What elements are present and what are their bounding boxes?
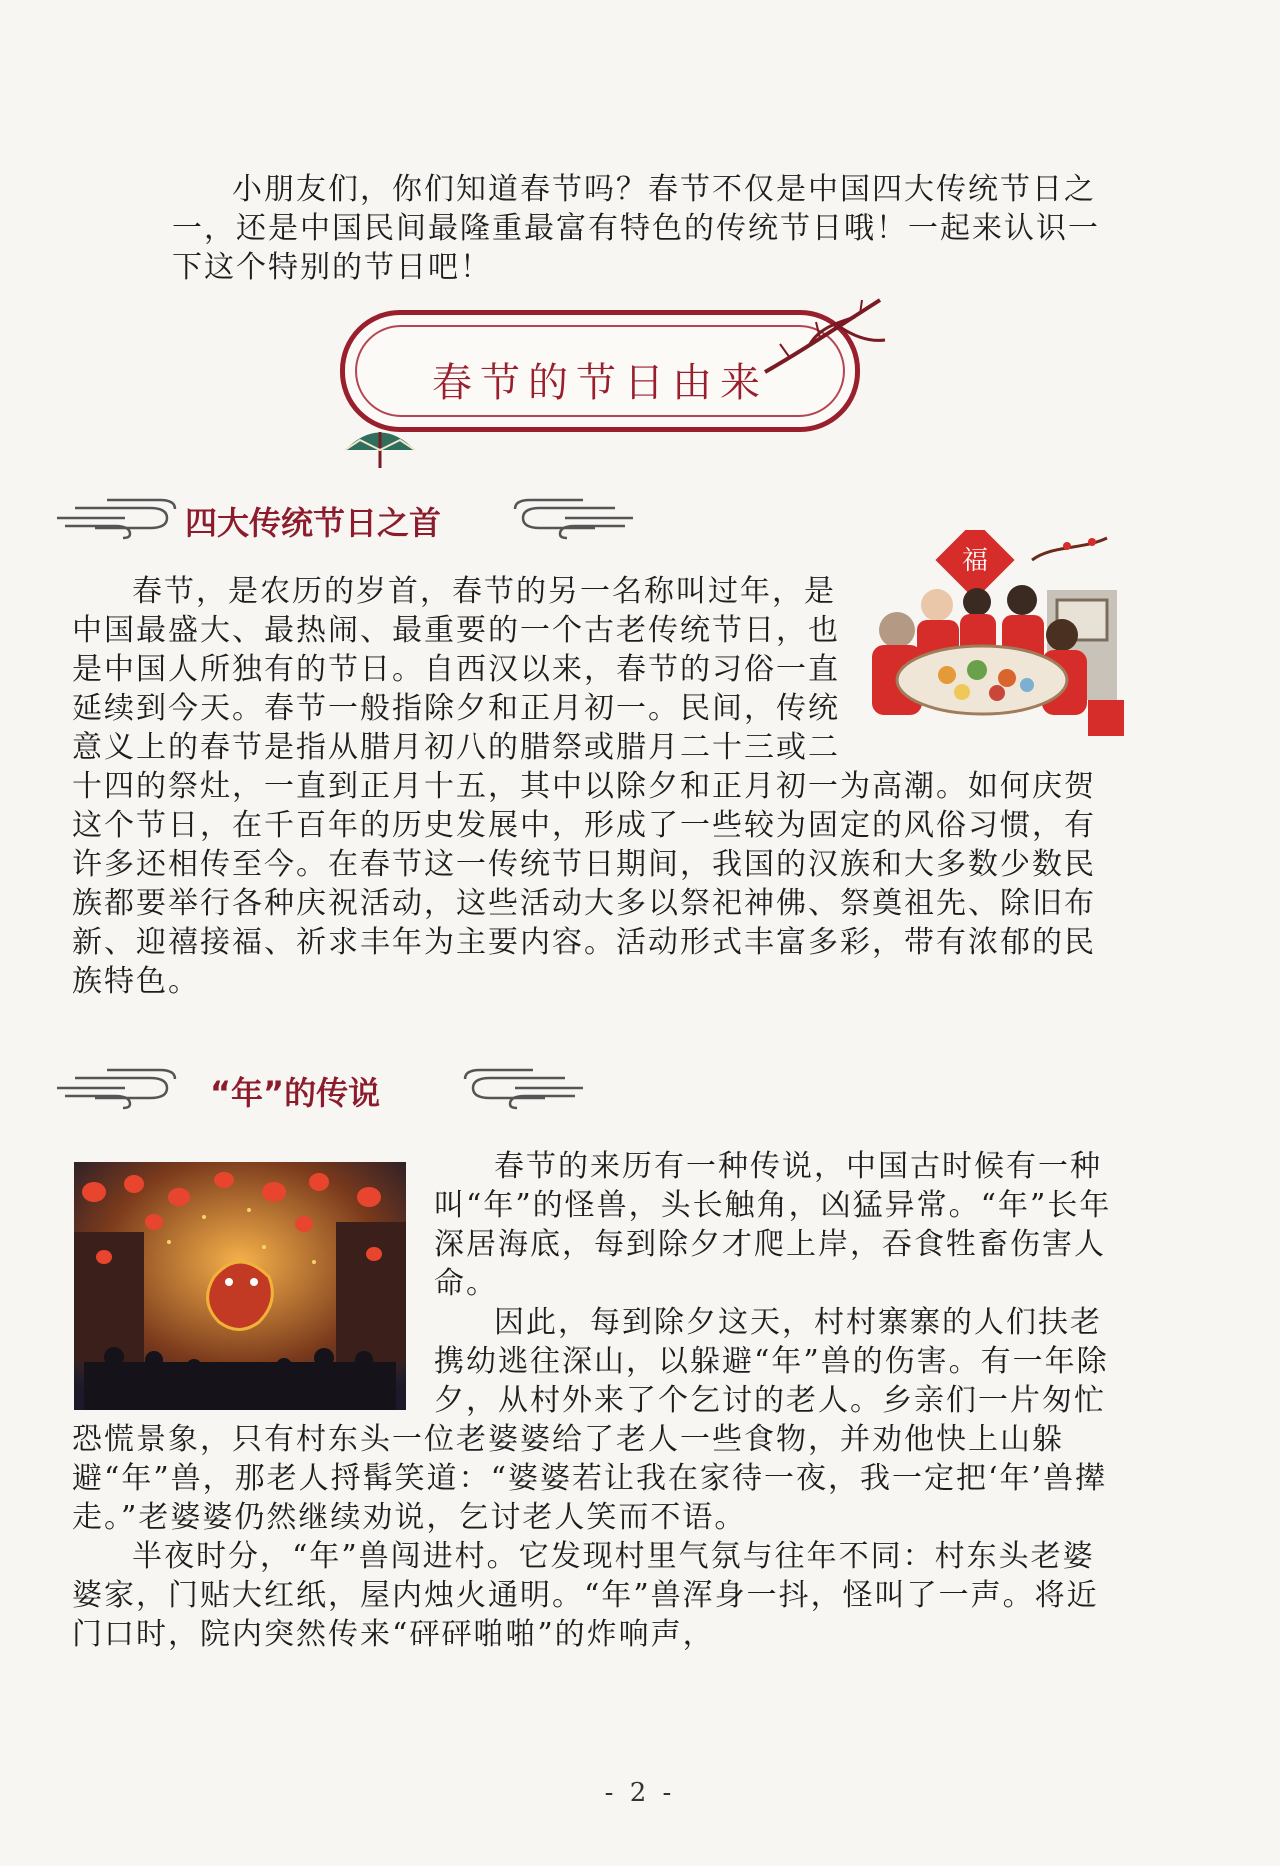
section-heading-2 [55, 1058, 595, 1118]
page-number: - 2 - [604, 1778, 676, 1808]
illustration-spacer [852, 572, 1112, 767]
cloud-left-icon [55, 494, 180, 540]
section-2-paragraph-3: 半夜时分，“年”兽闯进村。它发现村里气氛与往年不同：村东头老婆婆家，门贴大红纸，屋内烛火通明。“年”兽浑身一抖，怪叫了一声。将近门口时，院内突然传来“砰砰啪啪”的炸响声， [72, 1539, 1099, 1652]
intro-block [172, 170, 1102, 287]
page-title: 春节的节日由来 [432, 360, 768, 406]
cloud-right-icon [505, 494, 635, 540]
illustration-spacer [72, 1147, 434, 1419]
section-2-paragraph-1: 春节的来历有一种传说，中国古时候有一种叫“年”的怪兽，头长触角，凶猛异常。“年”长年深居海底，每到除夕才爬上岸，吞食牲畜伤害人命。 [434, 1149, 1112, 1301]
cloud-left-icon [55, 1064, 180, 1110]
section-heading-1 [55, 488, 635, 548]
cloud-right-icon [455, 1064, 585, 1110]
section-heading-label: 四大传统节日之首 [185, 504, 442, 542]
umbrella-decoration [340, 410, 420, 470]
plum-branch-decoration [760, 292, 890, 382]
section-1-paragraph: 春节，是农历的岁首，春节的另一名称叫过年，是中国最盛大、最热闹、最重要的一个古老传统节日，也是中国人所独有的节日。自西汉以来，春节的习俗一直延续到今天。春节一般指除夕和正月初一。民间，传统意义上的春节是指从腊月初八的腊祭或腊月二十三或二十四的祭灶，一直到正月十五，其中以除夕和正月初一为高潮。如何庆贺这个节日，在千百年的历史发展中，形成了一些较为固定的风俗习惯，有许多还相传至今。在春节这一传统节日期间，我国的汉族和大多数少数民族都要举行各种庆祝活动，这些活动大多以祭祀神佛、祭奠祖先、除旧布新、迎禧接福、祈求丰年为主要内容。活动形式丰富多彩，带有浓郁的民族特色。 [72, 572, 1112, 1001]
section-2-paragraph-2: 因此，每到除夕这天，村村寨寨的人们扶老携幼逃往深山，以躲避“年”兽的伤害。有一年除夕，从村外来了个乞讨的老人。乡亲们一片匆忙恐慌景象，只有村东头一位老婆婆给了老人一些食物，并劝他快上山躲避“年”兽，那老人捋髯笑道：“婆婆若让我在家待一夜，我一定把‘年’兽撵走。”老婆婆仍然继续劝说，乞讨老人笑而不语。 [72, 1305, 1109, 1535]
fu-sign: 福 [961, 546, 989, 576]
section-2-body [72, 1147, 1112, 1654]
intro-paragraph: 小朋友们，你们知道春节吗？春节不仅是中国四大传统节日之一，还是中国民间最隆重最富有特色的传统节日哦！一起来认识一下这个特别的节日吧！ [172, 172, 1100, 285]
section-heading-label: “年”的传说 [210, 1074, 381, 1112]
section-1-body [72, 572, 1112, 1001]
